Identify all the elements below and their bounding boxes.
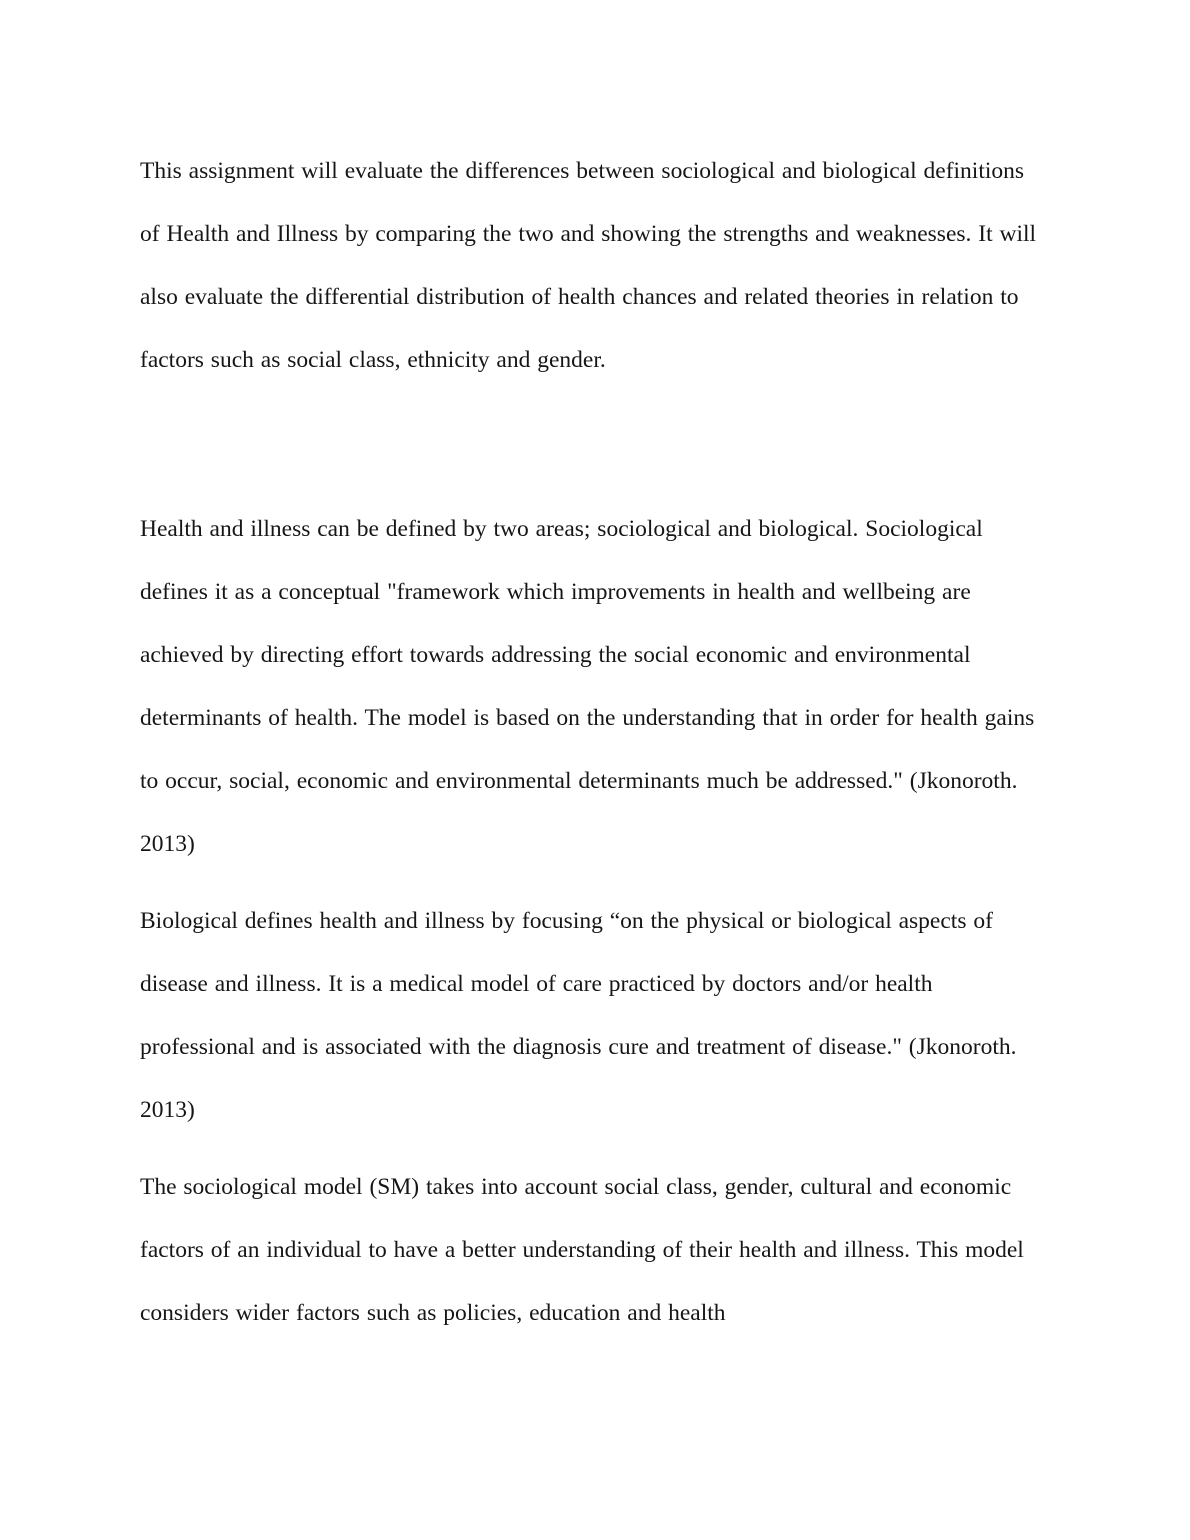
paragraph-sociological-model: The sociological model (SM) takes into account social class, gender, cultural and economic factors of an individual to have a better understanding of their health and illness. This model considers wider factors such as policies, education and health	[140, 1174, 1024, 1326]
paragraph-definitions-sociological: Health and illness can be defined by two areas; sociological and biological. Sociological defines it as a conceptual "framework which improvements in health and wellbeing are achieved by directing effort towards addressing the social economic and environmental determinants of health. The model is based on the understanding that in order for health gains to occur, social, economic and environmental determinants much be addressed." (Jkonoroth. 2013)	[140, 516, 1035, 857]
paragraph-definitions-biological: Biological defines health and illness by focusing “on the physical or biological aspects of disease and illness. It is a medical model of care practiced by doctors and/or health professional and is associated with the diagnosis cure and treatment of disease." (Jkonoroth. 2013)	[140, 908, 1017, 1123]
blank-line	[140, 406, 1050, 498]
paragraph-intro: This assignment will evaluate the differences between sociological and biological definitions of Health and Illness by comparing the two and showing the strengths and weaknesses. It will also evaluate the differential distribution of health chances and related theories in relation to factors such as social class, ethnicity and gender.	[140, 158, 1037, 373]
document-body	[140, 140, 1050, 1345]
